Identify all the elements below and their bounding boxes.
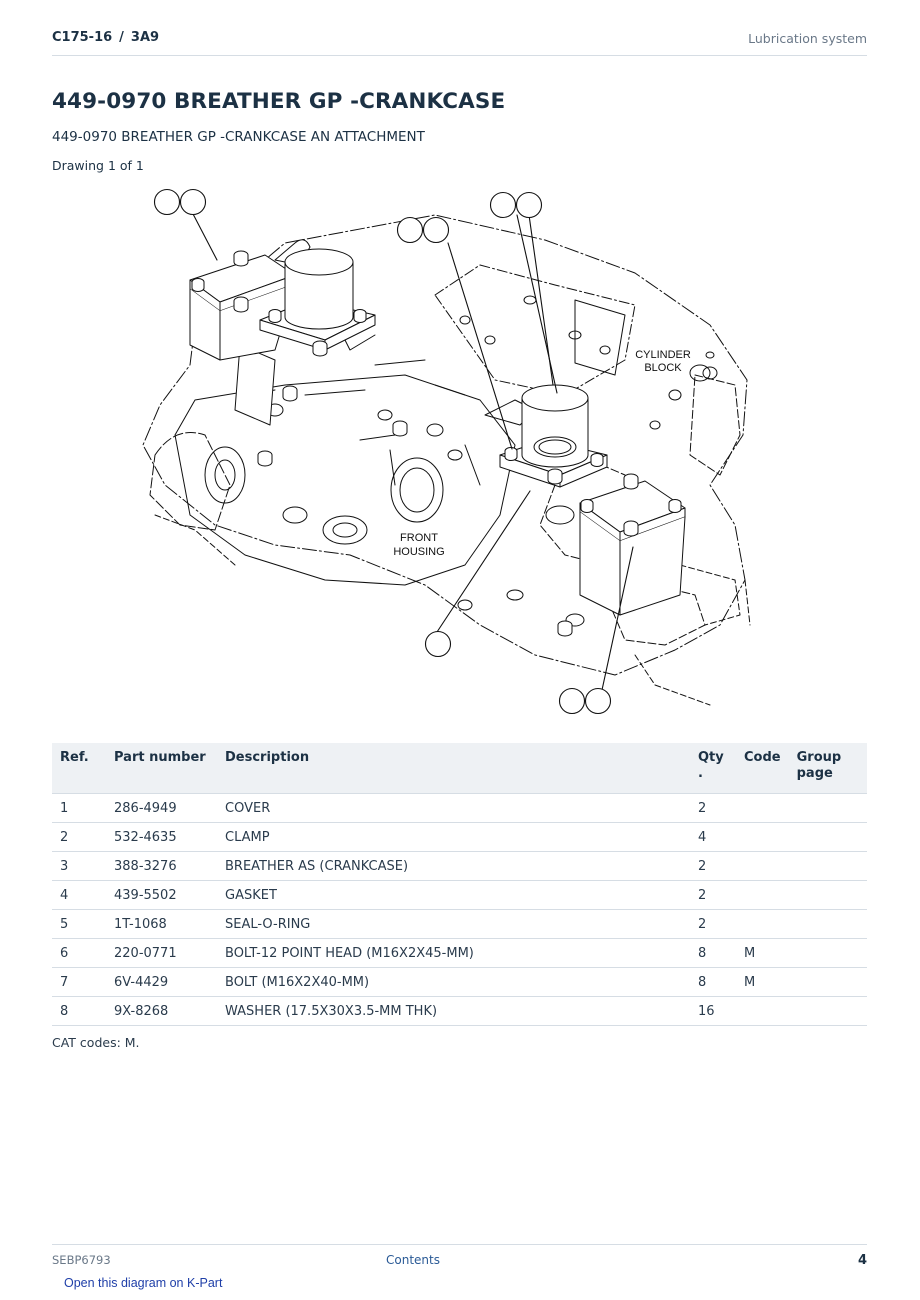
qty-cell: 2 (690, 794, 736, 823)
cat-codes-note: CAT codes: M. (52, 1035, 140, 1050)
code-cell: M (736, 939, 789, 968)
table-row (52, 881, 867, 910)
description-cell: BOLT-12 POINT HEAD (M16X2X45-MM) (217, 939, 690, 968)
ref-cell: 3 (52, 852, 106, 881)
deck-outline (435, 265, 635, 395)
ref-cell: 7 (52, 968, 106, 997)
document-number: SEBP6793 (52, 1253, 111, 1267)
cylinder-block-label-line1: CYLINDER (635, 349, 691, 361)
description-cell: BOLT (M16X2X40-MM) (217, 968, 690, 997)
qty-cell: 2 (690, 881, 736, 910)
part-number-cell: 1T-1068 (106, 910, 217, 939)
code-cell (736, 997, 789, 1026)
col-description: Description (217, 743, 690, 794)
table-row (52, 852, 867, 881)
part-number-cell: 220-0771 (106, 939, 217, 968)
group-page-cell (789, 910, 867, 939)
cylinder-block-label-line2: BLOCK (644, 362, 682, 374)
group-page-cell (789, 881, 867, 910)
model-number: C175-16 (52, 30, 113, 45)
contents-link[interactable]: Contents (386, 1253, 440, 1267)
part-number-cell: 6V-4429 (106, 968, 217, 997)
col-qty-line2: . (698, 766, 703, 781)
footer-divider (52, 1244, 867, 1245)
document-header-model (52, 30, 159, 45)
table-row (52, 968, 867, 997)
description-cell: COVER (217, 794, 690, 823)
page-title: 449-0970 BREATHER GP -CRANKCASE (52, 89, 506, 114)
qty-cell: 4 (690, 823, 736, 852)
col-qty-line1: Qty (698, 750, 724, 765)
section-name: Lubrication system (748, 31, 867, 46)
exploded-parts-diagram (135, 185, 765, 720)
group-page-cell (789, 823, 867, 852)
front-housing-label-line1: FRONT (400, 532, 438, 544)
parts-list-table (52, 743, 867, 1026)
col-qty (690, 743, 736, 794)
qty-cell: 2 (690, 852, 736, 881)
table-header-row (52, 743, 867, 794)
front-housing-outline (175, 375, 515, 585)
col-group-page (789, 743, 867, 794)
code-cell (736, 910, 789, 939)
qty-cell: 16 (690, 997, 736, 1026)
qty-cell: 8 (690, 968, 736, 997)
qty-cell: 2 (690, 910, 736, 939)
col-group-page-line1: Group (796, 750, 842, 765)
description-cell: GASKET (217, 881, 690, 910)
group-page-cell (789, 997, 867, 1026)
group-page-cell (789, 794, 867, 823)
code-cell (736, 794, 789, 823)
code-cell (736, 852, 789, 881)
page-number: 4 (857, 1253, 867, 1268)
group-page-cell (789, 968, 867, 997)
header-divider (52, 55, 867, 56)
part-number-cell: 286-4949 (106, 794, 217, 823)
col-part-number: Part number (106, 743, 217, 794)
code-cell (736, 881, 789, 910)
description-cell: CLAMP (217, 823, 690, 852)
description-cell: BREATHER AS (CRANKCASE) (217, 852, 690, 881)
header-separator: / (119, 30, 124, 45)
page-subtitle: 449-0970 BREATHER GP -CRANKCASE AN ATTACHMENT (52, 129, 425, 145)
col-code: Code (736, 743, 789, 794)
table-row (52, 910, 867, 939)
col-group-page-line2: page (796, 766, 833, 781)
ref-cell: 8 (52, 997, 106, 1026)
description-cell: SEAL-O-RING (217, 910, 690, 939)
group-page-cell (789, 939, 867, 968)
col-ref: Ref. (52, 743, 106, 794)
part-number-cell: 532-4635 (106, 823, 217, 852)
drawing-counter: Drawing 1 of 1 (52, 158, 144, 173)
table-row (52, 823, 867, 852)
code-cell (736, 823, 789, 852)
code-cell: M (736, 968, 789, 997)
ref-cell: 2 (52, 823, 106, 852)
ref-cell: 4 (52, 881, 106, 910)
table-row (52, 939, 867, 968)
ref-cell: 5 (52, 910, 106, 939)
part-number-cell: 439-5502 (106, 881, 217, 910)
part-number-cell: 9X-8268 (106, 997, 217, 1026)
front-housing-label-line2: HOUSING (393, 546, 445, 558)
serial-prefix: 3A9 (130, 30, 160, 45)
part-number-cell: 388-3276 (106, 852, 217, 881)
ref-cell: 1 (52, 794, 106, 823)
table-row (52, 794, 867, 823)
ref-cell: 6 (52, 939, 106, 968)
group-page-cell (789, 852, 867, 881)
description-cell: WASHER (17.5X30X3.5-MM THK) (217, 997, 690, 1026)
qty-cell: 8 (690, 939, 736, 968)
kpart-diagram-link[interactable]: Open this diagram on K-Part (64, 1276, 223, 1290)
table-row (52, 997, 867, 1026)
